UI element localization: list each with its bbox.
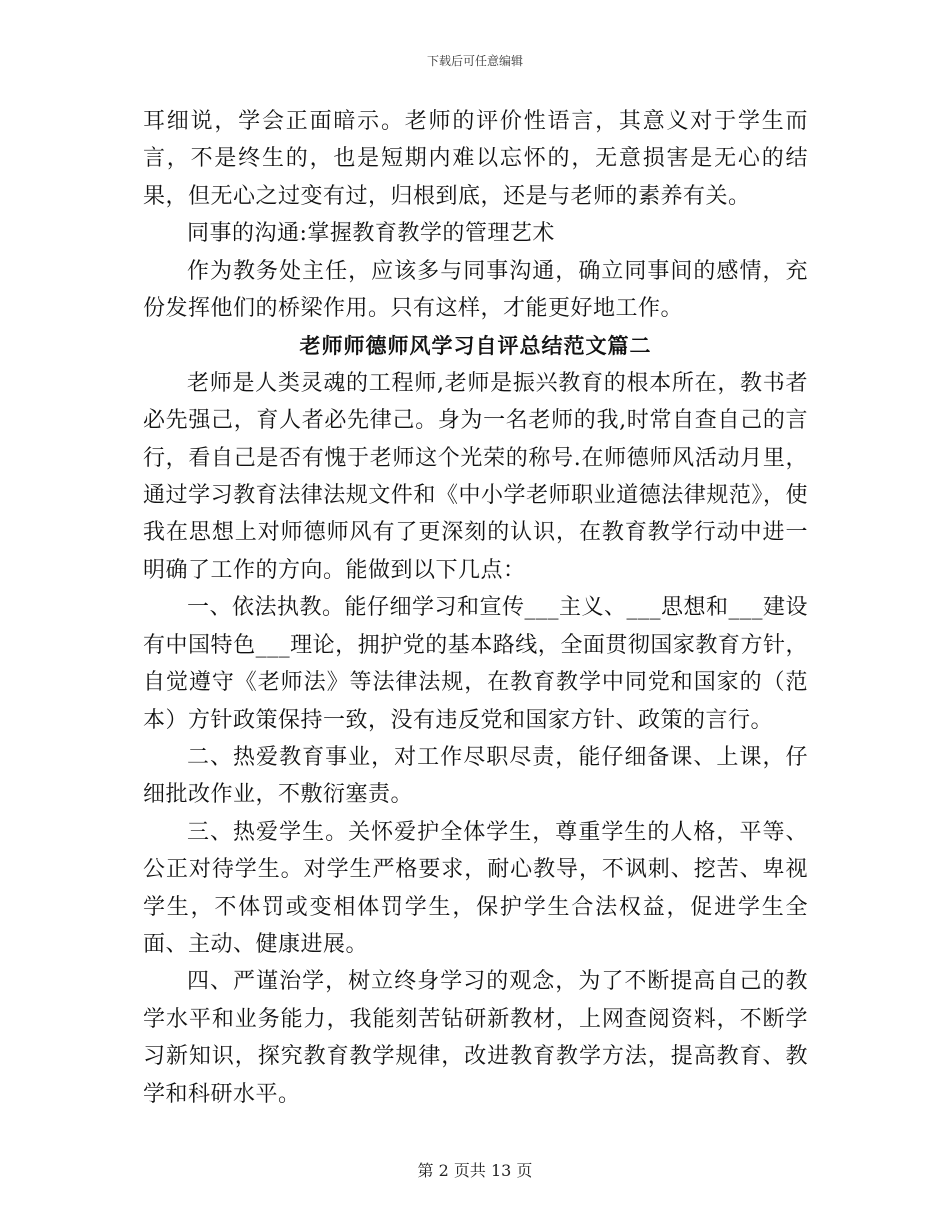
paragraph-colleague-communication-subheading: 同事的沟通:掌握教育教学的管理艺术 <box>187 221 555 247</box>
paragraph-point-4: 四、严谨治学，树立终身学习的观念，为了不断提高自己的教学水平和业务能力，我能刻苦钻研新教材，上网查阅资料，不断学习新知识，探究教育教学规律，改进教育教学方法，提高教育、教学和科研水平。 <box>143 969 808 1107</box>
paragraph-point-3: 三、热爱学生。关怀爱护全体学生，尊重学生的人格，平等、公正对待学生。对学生严格要求，耐心教导，不讽刺、挖苦、卑视学生，不体罚或变相体罚学生，保护学生合法权益，促进学生全面、主动、健康进展。 <box>143 819 808 957</box>
section-heading: 老师师德师风学习自评总结范文篇二 <box>299 333 652 359</box>
paragraph-academic-director: 作为教务处主任，应该多与同事沟通，确立同事间的感情，充份发挥他们的桥梁作用。只有这样，才能更好地工作。 <box>143 258 808 322</box>
paragraph-point-2: 二、热爱教育事业，对工作尽职尽责，能仔细备课、上课，仔细批改作业，不敷衍塞责。 <box>143 744 808 808</box>
page-header: 下载后可任意编辑 <box>426 54 523 68</box>
paragraph-intro: 老师是人类灵魂的工程师,老师是振兴教育的根本所在，教书者必先强己，育人者必先律己。身为一名老师的我,时常自查自己的言行，看自己是否有愧于老师这个光荣的称号.在师德师风活动月里，通过学习教育法律法规文件和《中小学老师职业道德法律规范》，使我在思想上对师德师风有了更深刻的认识，在教育教学行动中进一明确了工作的方向。能做到以下几点： <box>143 370 808 583</box>
paragraph-point-1: 一、依法执教。能仔细学习和宣传___主义、___思想和___建设有中国特色___理论，拥护党的基本路线，全面贯彻国家教育方针，自觉遵守《老师法》等法律法规，在教育教学中同党和国家的（范本）方针政策保持一致，没有违反党和国家方针、政策的言行。 <box>143 595 809 733</box>
page-number: 第 2 页共 13 页 <box>417 1161 533 1180</box>
document-body <box>143 103 808 1113</box>
paragraph-continued: 耳细说，学会正面暗示。老师的评价性语言，其意义对于学生而言，不是终生的，也是短期内难以忘怀的，无意损害是无心的结果，但无心之过变有过，归根到底，还是与老师的素养有关。 <box>143 109 808 209</box>
